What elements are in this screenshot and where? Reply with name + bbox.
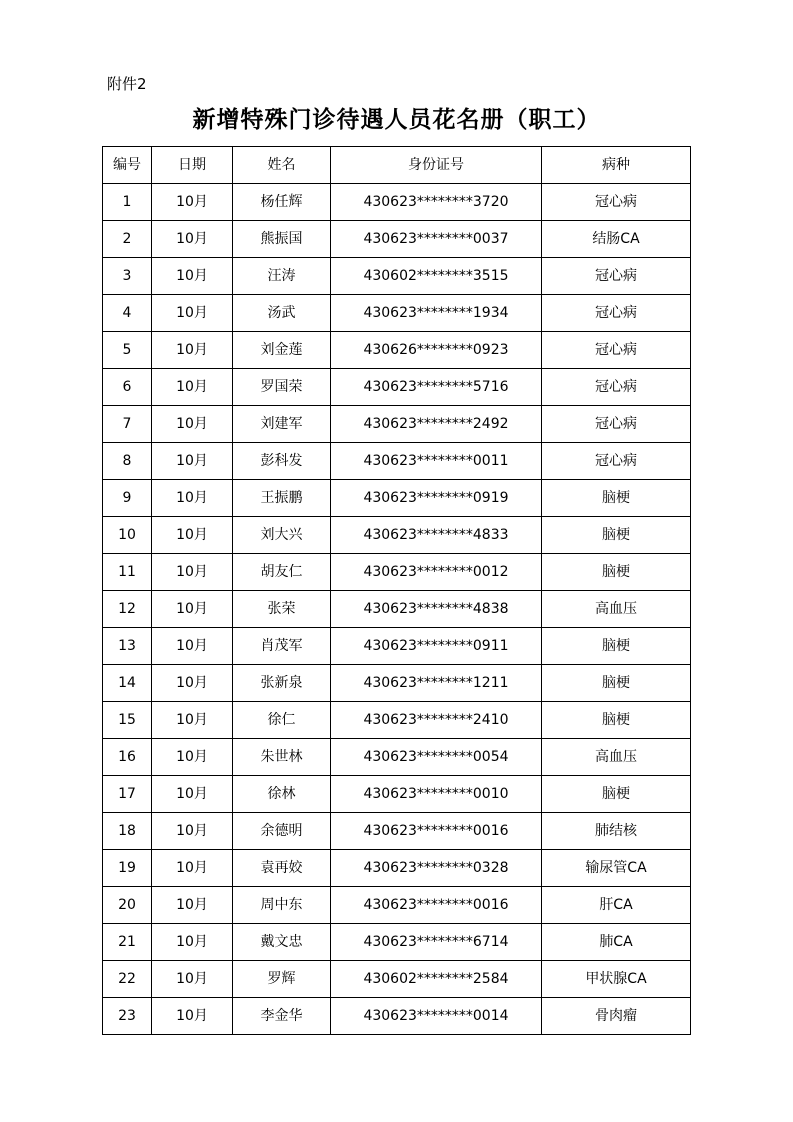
cell-date: 10月 <box>152 554 233 591</box>
cell-no: 12 <box>103 591 152 628</box>
cell-no: 9 <box>103 480 152 517</box>
cell-no: 6 <box>103 369 152 406</box>
table-row <box>103 295 691 332</box>
cell-no: 20 <box>103 887 152 924</box>
cell-disease: 冠心病 <box>542 406 691 443</box>
header-row <box>103 147 691 184</box>
table-row <box>103 887 691 924</box>
header-no: 编号 <box>103 147 152 184</box>
cell-name: 张荣 <box>233 591 331 628</box>
cell-no: 3 <box>103 258 152 295</box>
cell-disease: 冠心病 <box>542 258 691 295</box>
cell-no: 2 <box>103 221 152 258</box>
cell-name: 戴文忠 <box>233 924 331 961</box>
cell-id-number: 430626********0923 <box>331 332 542 369</box>
cell-id-number: 430623********0919 <box>331 480 542 517</box>
cell-name: 汪涛 <box>233 258 331 295</box>
table-row <box>103 332 691 369</box>
cell-disease: 高血压 <box>542 739 691 776</box>
cell-id-number: 430623********2410 <box>331 702 542 739</box>
table-row <box>103 406 691 443</box>
table-row <box>103 554 691 591</box>
attachment-label: 附件2 <box>107 75 147 93</box>
cell-date: 10月 <box>152 184 233 221</box>
cell-disease: 脑梗 <box>542 480 691 517</box>
cell-no: 21 <box>103 924 152 961</box>
table-row <box>103 850 691 887</box>
cell-date: 10月 <box>152 628 233 665</box>
cell-date: 10月 <box>152 443 233 480</box>
cell-disease: 骨肉瘤 <box>542 998 691 1035</box>
cell-id-number: 430623********6714 <box>331 924 542 961</box>
cell-disease: 脑梗 <box>542 517 691 554</box>
cell-id-number: 430623********0011 <box>331 443 542 480</box>
cell-date: 10月 <box>152 221 233 258</box>
cell-name: 张新泉 <box>233 665 331 702</box>
cell-name: 彭科发 <box>233 443 331 480</box>
cell-name: 刘金莲 <box>233 332 331 369</box>
cell-disease: 冠心病 <box>542 184 691 221</box>
cell-date: 10月 <box>152 813 233 850</box>
cell-disease: 脑梗 <box>542 665 691 702</box>
table-row <box>103 369 691 406</box>
table-row <box>103 813 691 850</box>
cell-name: 王振鹏 <box>233 480 331 517</box>
table-row <box>103 739 691 776</box>
cell-name: 杨任辉 <box>233 184 331 221</box>
cell-disease: 脑梗 <box>542 628 691 665</box>
cell-date: 10月 <box>152 739 233 776</box>
cell-no: 13 <box>103 628 152 665</box>
cell-date: 10月 <box>152 961 233 998</box>
cell-id-number: 430623********4838 <box>331 591 542 628</box>
cell-date: 10月 <box>152 406 233 443</box>
cell-date: 10月 <box>152 258 233 295</box>
table-row <box>103 443 691 480</box>
cell-date: 10月 <box>152 295 233 332</box>
cell-no: 1 <box>103 184 152 221</box>
cell-name: 徐林 <box>233 776 331 813</box>
cell-name: 汤武 <box>233 295 331 332</box>
cell-disease: 脑梗 <box>542 702 691 739</box>
cell-no: 8 <box>103 443 152 480</box>
table-row <box>103 924 691 961</box>
table-row <box>103 517 691 554</box>
cell-id-number: 430623********2492 <box>331 406 542 443</box>
cell-date: 10月 <box>152 665 233 702</box>
cell-date: 10月 <box>152 887 233 924</box>
cell-no: 15 <box>103 702 152 739</box>
cell-name: 余德明 <box>233 813 331 850</box>
cell-disease: 甲状腺CA <box>542 961 691 998</box>
table-header <box>103 147 691 184</box>
cell-date: 10月 <box>152 369 233 406</box>
page-title: 新增特殊门诊待遇人员花名册（职工） <box>192 106 601 133</box>
cell-disease: 冠心病 <box>542 332 691 369</box>
cell-no: 23 <box>103 998 152 1035</box>
cell-date: 10月 <box>152 924 233 961</box>
cell-disease: 肝CA <box>542 887 691 924</box>
cell-disease: 冠心病 <box>542 295 691 332</box>
cell-disease: 肺CA <box>542 924 691 961</box>
cell-no: 22 <box>103 961 152 998</box>
cell-date: 10月 <box>152 998 233 1035</box>
cell-date: 10月 <box>152 850 233 887</box>
cell-no: 14 <box>103 665 152 702</box>
cell-no: 16 <box>103 739 152 776</box>
cell-no: 5 <box>103 332 152 369</box>
cell-id-number: 430623********0010 <box>331 776 542 813</box>
cell-date: 10月 <box>152 517 233 554</box>
cell-disease: 脑梗 <box>542 554 691 591</box>
cell-name: 刘建军 <box>233 406 331 443</box>
cell-id-number: 430623********4833 <box>331 517 542 554</box>
cell-no: 11 <box>103 554 152 591</box>
table-row <box>103 702 691 739</box>
roster-table <box>102 146 691 1035</box>
cell-id-number: 430623********0016 <box>331 887 542 924</box>
cell-date: 10月 <box>152 702 233 739</box>
cell-date: 10月 <box>152 332 233 369</box>
cell-name: 袁再姣 <box>233 850 331 887</box>
cell-name: 李金华 <box>233 998 331 1035</box>
cell-disease: 肺结核 <box>542 813 691 850</box>
table-row <box>103 776 691 813</box>
cell-name: 周中东 <box>233 887 331 924</box>
header-disease: 病种 <box>542 147 691 184</box>
cell-date: 10月 <box>152 591 233 628</box>
table-row <box>103 998 691 1035</box>
cell-id-number: 430602********2584 <box>331 961 542 998</box>
cell-date: 10月 <box>152 776 233 813</box>
cell-name: 肖茂军 <box>233 628 331 665</box>
cell-date: 10月 <box>152 480 233 517</box>
cell-id-number: 430623********1211 <box>331 665 542 702</box>
cell-id-number: 430623********0014 <box>331 998 542 1035</box>
cell-id-number: 430623********0328 <box>331 850 542 887</box>
cell-disease: 输尿管CA <box>542 850 691 887</box>
cell-id-number: 430623********0016 <box>331 813 542 850</box>
cell-disease: 脑梗 <box>542 776 691 813</box>
cell-name: 熊振国 <box>233 221 331 258</box>
cell-id-number: 430623********5716 <box>331 369 542 406</box>
cell-id-number: 430623********3720 <box>331 184 542 221</box>
cell-name: 罗辉 <box>233 961 331 998</box>
cell-no: 19 <box>103 850 152 887</box>
cell-id-number: 430623********0054 <box>331 739 542 776</box>
table-row <box>103 221 691 258</box>
cell-id-number: 430623********0911 <box>331 628 542 665</box>
cell-disease: 结肠CA <box>542 221 691 258</box>
table-row <box>103 480 691 517</box>
table-row <box>103 665 691 702</box>
cell-disease: 高血压 <box>542 591 691 628</box>
header-id-number: 身份证号 <box>331 147 542 184</box>
cell-name: 徐仁 <box>233 702 331 739</box>
cell-no: 18 <box>103 813 152 850</box>
cell-name: 罗国荣 <box>233 369 331 406</box>
cell-id-number: 430623********0037 <box>331 221 542 258</box>
cell-id-number: 430623********1934 <box>331 295 542 332</box>
cell-name: 胡友仁 <box>233 554 331 591</box>
cell-no: 4 <box>103 295 152 332</box>
cell-disease: 冠心病 <box>542 443 691 480</box>
cell-no: 17 <box>103 776 152 813</box>
cell-id-number: 430602********3515 <box>331 258 542 295</box>
table-row <box>103 591 691 628</box>
cell-id-number: 430623********0012 <box>331 554 542 591</box>
table-row <box>103 628 691 665</box>
cell-no: 7 <box>103 406 152 443</box>
table-row <box>103 184 691 221</box>
cell-name: 刘大兴 <box>233 517 331 554</box>
header-date: 日期 <box>152 147 233 184</box>
table-row <box>103 961 691 998</box>
table-body <box>103 184 691 1035</box>
header-name: 姓名 <box>233 147 331 184</box>
cell-name: 朱世林 <box>233 739 331 776</box>
cell-no: 10 <box>103 517 152 554</box>
table-row <box>103 258 691 295</box>
cell-disease: 冠心病 <box>542 369 691 406</box>
